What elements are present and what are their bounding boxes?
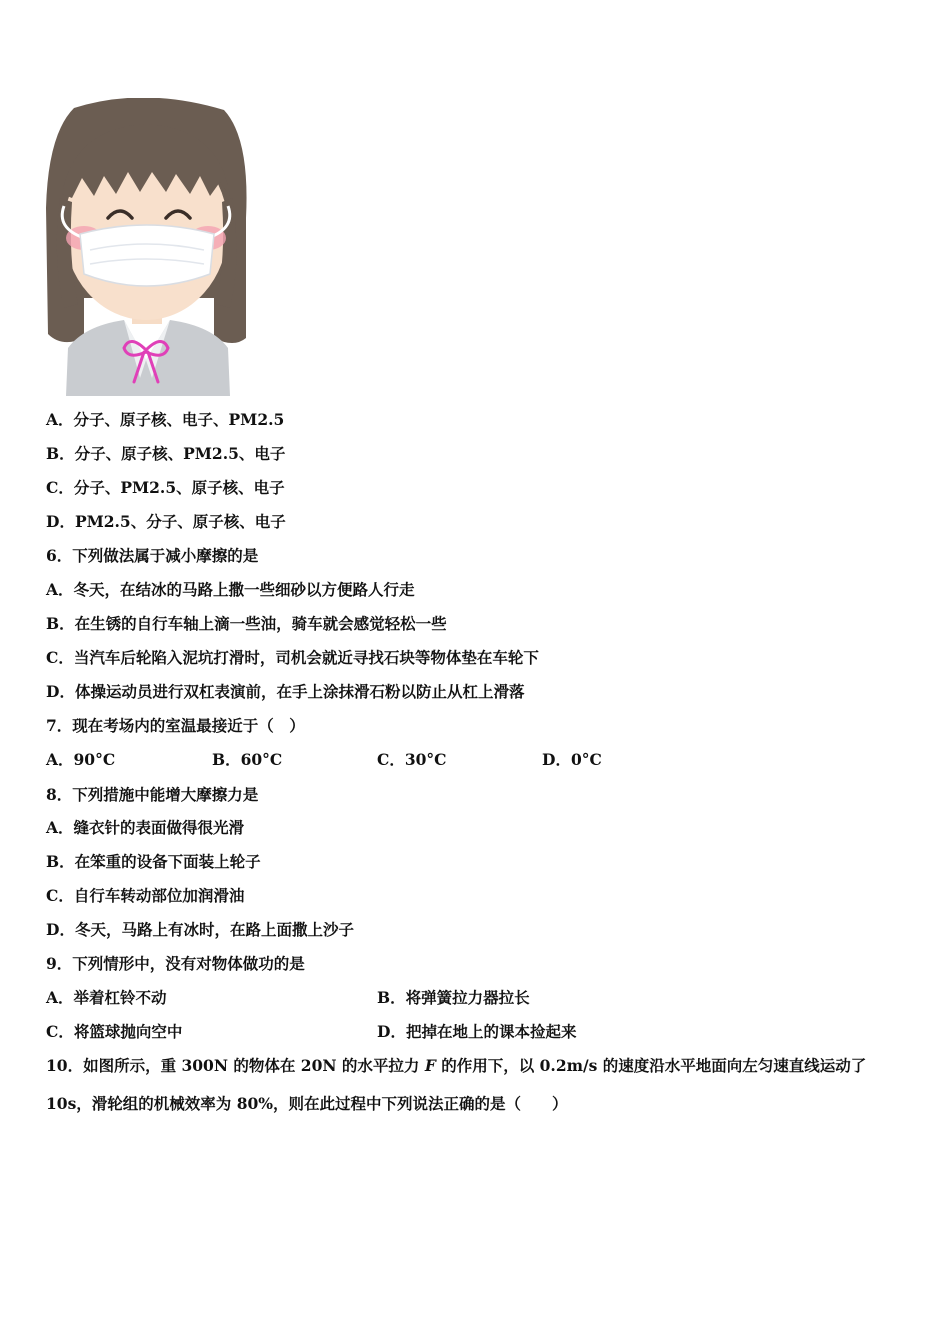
q9-option-b: B．将弹簧拉力器拉长: [377, 988, 530, 1007]
girl-with-mask-illustration: [44, 98, 248, 396]
q6-option-d: D．体操运动员进行双杠表演前，在手上涂抹滑石粉以防止从杠上滑落: [46, 682, 525, 701]
q9-stem: 9．下列情形中，没有对物体做功的是: [46, 954, 305, 973]
q7-option-a: A．90°C: [46, 750, 116, 769]
q7-stem: 7．现在考场内的室温最接近于（ ）: [46, 716, 305, 735]
q10-stem-part1: 10．如图所示，重 300N 的物体在 20N 的水平拉力: [46, 1056, 425, 1075]
q8-option-d: D．冬天，马路上有冰时，在路上面撒上沙子: [46, 920, 354, 939]
q10-stem-part2: 的作用下，以 0.2m/s 的速度沿水平地面向左匀速直线运动了: [435, 1056, 867, 1075]
q8-stem: 8．下列措施中能增大摩擦力是: [46, 785, 259, 804]
q10-stem-line1: [46, 1056, 866, 1076]
q5-option-a: A．分子、原子核、电子、PM2.5: [46, 410, 285, 429]
q7-option-c: C．30°C: [377, 750, 447, 769]
q5-option-d: D．PM2.5、分子、原子核、电子: [46, 512, 286, 531]
q6-option-b: B．在生锈的自行车轴上滴一些油，骑车就会感觉轻松一些: [46, 614, 447, 633]
q8-option-a: A．缝衣针的表面做得很光滑: [46, 818, 245, 837]
q9-option-d: D．把掉在地上的课本捡起来: [377, 1022, 577, 1041]
q7-option-d: D．0°C: [542, 750, 602, 769]
q9-option-a: A．举着杠铃不动: [46, 988, 167, 1007]
q10-force-variable: F: [424, 1056, 436, 1075]
q5-option-b: B．分子、原子核、PM2.5、电子: [46, 444, 286, 463]
q6-option-a: A．冬天，在结冰的马路上撒一些细砂以方便路人行走: [46, 580, 415, 599]
q8-option-c: C．自行车转动部位加润滑油: [46, 886, 245, 905]
q10-stem-line2: 10s，滑轮组的机械效率为 80%，则在此过程中下列说法正确的是（ ）: [46, 1094, 568, 1113]
q5-option-c: C．分子、PM2.5、原子核、电子: [46, 478, 285, 497]
q6-stem: 6．下列做法属于减小摩擦的是: [46, 546, 259, 565]
q8-option-b: B．在笨重的设备下面装上轮子: [46, 852, 261, 871]
q6-option-c: C．当汽车后轮陷入泥坑打滑时，司机会就近寻找石块等物体垫在车轮下: [46, 648, 539, 667]
q9-option-c: C．将篮球抛向空中: [46, 1022, 183, 1041]
q7-option-b: B．60°C: [212, 750, 283, 769]
